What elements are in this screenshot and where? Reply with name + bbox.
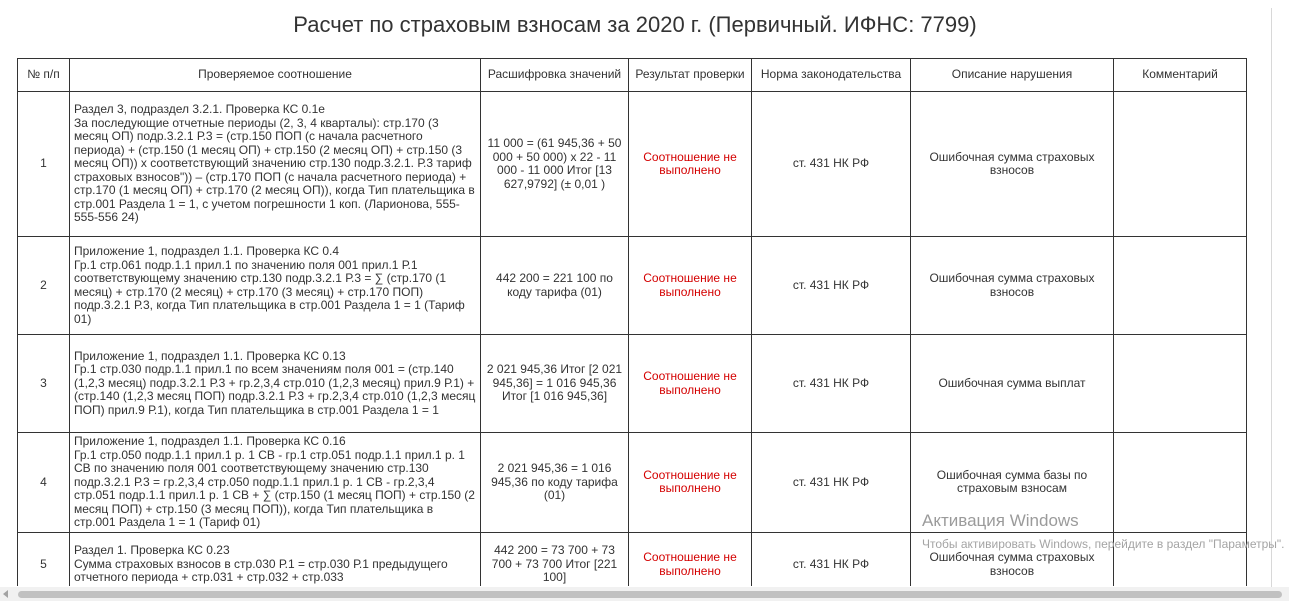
row-result-status: Соотношение не выполнено bbox=[629, 92, 752, 237]
table-row bbox=[18, 335, 1247, 433]
row-law-norm: ст. 431 НК РФ bbox=[752, 335, 911, 433]
col-header-comment: Комментарий bbox=[1114, 59, 1247, 92]
row-check-text: Приложение 1, подраздел 1.1. Проверка КС 0.13 Гр.1 стр.030 подр.1.1 прил.1 по всем значениям поля 001 = (стр.140 (1,2,3 месяц) подр.3.2.1 Р.3 + гр.2,3,4 стр.010 (1,2,3 месяц) прил.9 Р.1) + (стр.140 (1,2,3 месяц ПОП) подр.3.2.1 Р.3 + гр.2,3,4 стр.010 (1,2,3 месяц ПОП) прил.9 Р.1), когда Тип плательщика в стр.001 Раздела 1 = 1 bbox=[70, 335, 481, 433]
col-header-decode: Расшифровка значений bbox=[481, 59, 629, 92]
table-row bbox=[18, 237, 1247, 335]
row-decode-values: 11 000 = (61 945,36 + 50 000 + 50 000) х 22 - 11 000 - 11 000 Итог [13 627,9792] (± 0,01 ) bbox=[481, 92, 629, 237]
row-law-norm: ст. 431 НК РФ bbox=[752, 532, 911, 586]
table-row bbox=[18, 92, 1247, 237]
row-law-norm: ст. 431 НК РФ bbox=[752, 433, 911, 533]
row-number: 1 bbox=[18, 92, 70, 237]
row-law-norm: ст. 431 НК РФ bbox=[752, 237, 911, 335]
page-edge-divider bbox=[1271, 8, 1272, 588]
table-header-row bbox=[18, 59, 1247, 92]
row-result-status: Соотношение не выполнено bbox=[629, 433, 752, 533]
row-comment-cell[interactable] bbox=[1114, 92, 1247, 237]
table-row bbox=[18, 433, 1247, 533]
watermark-subtitle: Чтобы активировать Windows, перейдите в раздел "Параметры". bbox=[922, 537, 1285, 551]
row-comment-cell[interactable] bbox=[1114, 532, 1247, 586]
row-result-status: Соотношение не выполнено bbox=[629, 532, 752, 586]
col-header-norm: Норма законодательства bbox=[752, 59, 911, 92]
row-violation-description: Ошибочная сумма страховых взносов bbox=[911, 92, 1114, 237]
row-result-status: Соотношение не выполнено bbox=[629, 335, 752, 433]
row-decode-values: 442 200 = 73 700 + 73 700 + 73 700 Итог [221 100] bbox=[481, 532, 629, 586]
horizontal-scrollbar[interactable] bbox=[0, 587, 1289, 601]
row-violation-description: Ошибочная сумма страховых взносов bbox=[911, 532, 1114, 586]
watermark-title: Активация Windows bbox=[922, 511, 1079, 530]
row-number: 2 bbox=[18, 237, 70, 335]
row-decode-values: 442 200 = 221 100 по коду тарифа (01) bbox=[481, 237, 629, 335]
report-table-viewport[interactable] bbox=[17, 58, 1248, 586]
row-number: 3 bbox=[18, 335, 70, 433]
report-table bbox=[17, 58, 1247, 586]
col-header-check: Проверяемое соотношение bbox=[70, 59, 481, 92]
page-title: Расчет по страховым взносам за 2020 г. (Первичный. ИФНС: 7799) bbox=[293, 12, 977, 37]
row-violation-description: Ошибочная сумма выплат bbox=[911, 335, 1114, 433]
col-header-desc: Описание нарушения bbox=[911, 59, 1114, 92]
row-check-text: Приложение 1, подраздел 1.1. Проверка КС 0.16 Гр.1 стр.050 подр.1.1 прил.1 р. 1 СВ - гр.1 стр.051 подр.1.1 прил.1 р. 1 СВ по значению поля 001 соответствующему значению стр.130 подр.3.2.1 Р.3 = гр.2,3,4 стр.050 подр.1.1 прил.1 р. 1 СВ - гр.2,3,4 стр.051 подр.1.1 прил.1 р. 1 СВ + ∑ (стр.150 (1 месяц ПОП) + стр.150 (2 месяц ПОП) + стр.150 (3 месяц ПОП)), когда Тип плательщика в стр.001 Раздела 1 = 1 (Тариф 01) bbox=[70, 433, 481, 533]
row-violation-description: Ошибочная сумма базы по страховым взносам bbox=[911, 433, 1114, 533]
row-decode-values: 2 021 945,36 Итог [2 021 945,36] = 1 016 945,36 Итог [1 016 945,36] bbox=[481, 335, 629, 433]
row-number: 4 bbox=[18, 433, 70, 533]
scrollbar-thumb[interactable] bbox=[18, 591, 1282, 598]
row-comment-cell[interactable] bbox=[1114, 335, 1247, 433]
row-decode-values: 2 021 945,36 = 1 016 945,36 по коду тарифа (01) bbox=[481, 433, 629, 533]
row-number: 5 bbox=[18, 532, 70, 586]
row-violation-description: Ошибочная сумма страховых взносов bbox=[911, 237, 1114, 335]
row-law-norm: ст. 431 НК РФ bbox=[752, 92, 911, 237]
scroll-left-arrow-icon[interactable] bbox=[3, 590, 8, 598]
table-row bbox=[18, 532, 1247, 586]
col-header-result: Результат проверки bbox=[629, 59, 752, 92]
row-check-text: Приложение 1, подраздел 1.1. Проверка КС 0.4 Гр.1 стр.061 подр.1.1 прил.1 по значению поля 001 прил.1 Р.1 соответствующему значению стр.130 подр.3.2.1 Р.3 = ∑ (стр.170 (1 месяц) + стр.170 (2 месяц) + стр.170 (3 месяц) + стр.170 ПОП) подр.3.2.1 Р.3, когда Тип плательщика в стр.001 Раздела 1 = 1 (Тариф 01) bbox=[70, 237, 481, 335]
row-check-text: Раздел 3, подраздел 3.2.1. Проверка КС 0.1е За последующие отчетные периоды (2, 3, 4 кварталы): стр.170 (3 месяц ОП) подр.3.2.1 Р.3 = (стр.150 ПОП (с начала расчетного периода) + (стр.150 (1 месяц ОП) + стр.150 (2 месяц ОП) + стр.150 (3 месяц ОП)) х соответствующий значению стр.130 подр.3.2.1. Р.3 тариф страховых взносов")) – (стр.170 ПОП (с начала расчетного периода) + стр.170 (1 месяц ОП) + стр.170 (2 месяц ОП)), когда Тип плательщика в стр.001 Раздела 1 = 1, с учетом погрешности 1 коп. (Ларионова, 555-555-556 24) bbox=[70, 92, 481, 237]
col-header-num: № п/п bbox=[18, 59, 70, 92]
row-comment-cell[interactable] bbox=[1114, 433, 1247, 533]
row-comment-cell[interactable] bbox=[1114, 237, 1247, 335]
row-check-text: Раздел 1. Проверка КС 0.23 Сумма страховых взносов в стр.030 Р.1 = стр.030 Р.1 предыдущего отчетного периода + стр.031 + стр.032 + стр.033 bbox=[70, 532, 481, 586]
row-result-status: Соотношение не выполнено bbox=[629, 237, 752, 335]
